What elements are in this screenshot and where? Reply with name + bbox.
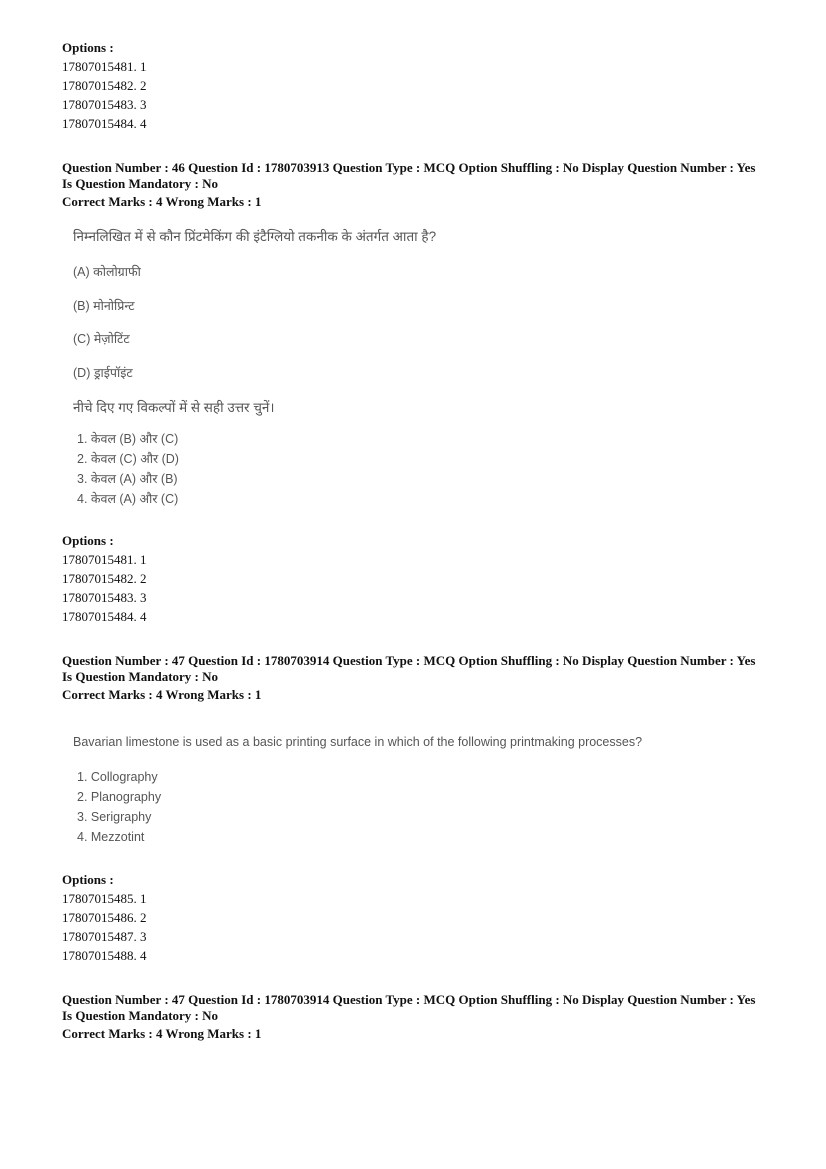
options-label: Options :	[62, 533, 114, 548]
instruction-text: नीचे दिए गए विकल्पों में से सही उत्तर चुनें।	[73, 400, 275, 415]
option-id: 17807015482. 2	[62, 78, 147, 93]
answer-choice: 1. Collography	[77, 770, 158, 784]
options-label: Options :	[62, 40, 114, 55]
option-id: 17807015488. 4	[62, 948, 147, 963]
option-id: 17807015482. 2	[62, 571, 147, 586]
option-id: 17807015481. 1	[62, 59, 147, 74]
question-47-options	[62, 870, 147, 965]
statement-b: (B) मोनोप्रिन्ट	[73, 299, 135, 313]
options-label: Options :	[62, 872, 114, 887]
option-id: 17807015485. 1	[62, 891, 147, 906]
question-46-options	[62, 531, 147, 626]
question-47-repeat-header	[62, 992, 755, 1043]
answer-choice: 3. Serigraphy	[77, 810, 152, 824]
answer-choices	[77, 429, 179, 509]
question-text: Bavarian limestone is used as a basic printing surface in which of the following printmaking processes?	[73, 735, 643, 749]
top-options-block	[62, 38, 147, 133]
answer-choice: 2. केवल (C) और (D)	[77, 452, 179, 466]
answer-choice: 4. Mezzotint	[77, 830, 145, 844]
answer-choice: 4. केवल (A) और (C)	[77, 492, 179, 506]
question-marks: Correct Marks : 4 Wrong Marks : 1	[62, 1026, 262, 1041]
statement-a: (A) कोलोग्राफी	[73, 265, 141, 279]
question-47-header	[62, 653, 755, 704]
answer-choices	[77, 767, 161, 847]
question-mandatory: Is Question Mandatory : No	[62, 176, 219, 191]
option-id: 17807015486. 2	[62, 910, 147, 925]
option-id: 17807015481. 1	[62, 552, 147, 567]
option-id: 17807015487. 3	[62, 929, 147, 944]
question-46-header	[62, 160, 755, 211]
option-id: 17807015484. 4	[62, 116, 147, 131]
question-marks: Correct Marks : 4 Wrong Marks : 1	[62, 194, 262, 209]
statement-c: (C) मेज़ोटिंट	[73, 332, 130, 346]
option-id: 17807015484. 4	[62, 609, 147, 624]
question-mandatory: Is Question Mandatory : No	[62, 669, 219, 684]
question-meta: Question Number : 47 Question Id : 1780703914 Question Type : MCQ Option Shuffling : No Display Question Number : Yes	[62, 653, 756, 668]
option-id: 17807015483. 3	[62, 97, 147, 112]
question-marks: Correct Marks : 4 Wrong Marks : 1	[62, 687, 262, 702]
answer-choice: 2. Planography	[77, 790, 162, 804]
question-text: निम्नलिखित में से कौन प्रिंटमेकिंग की इंटैग्लियो तकनीक के अंतर्गत आता है?	[73, 229, 437, 244]
answer-choice: 3. केवल (A) और (B)	[77, 472, 178, 486]
option-id: 17807015483. 3	[62, 590, 147, 605]
question-meta: Question Number : 46 Question Id : 1780703913 Question Type : MCQ Option Shuffling : No Display Question Number : Yes	[62, 160, 756, 175]
question-meta: Question Number : 47 Question Id : 1780703914 Question Type : MCQ Option Shuffling : No Display Question Number : Yes	[62, 992, 756, 1007]
answer-choice: 1. केवल (B) और (C)	[77, 432, 179, 446]
statement-d: (D) ड्राईपॉइंट	[73, 366, 133, 380]
question-mandatory: Is Question Mandatory : No	[62, 1008, 219, 1023]
